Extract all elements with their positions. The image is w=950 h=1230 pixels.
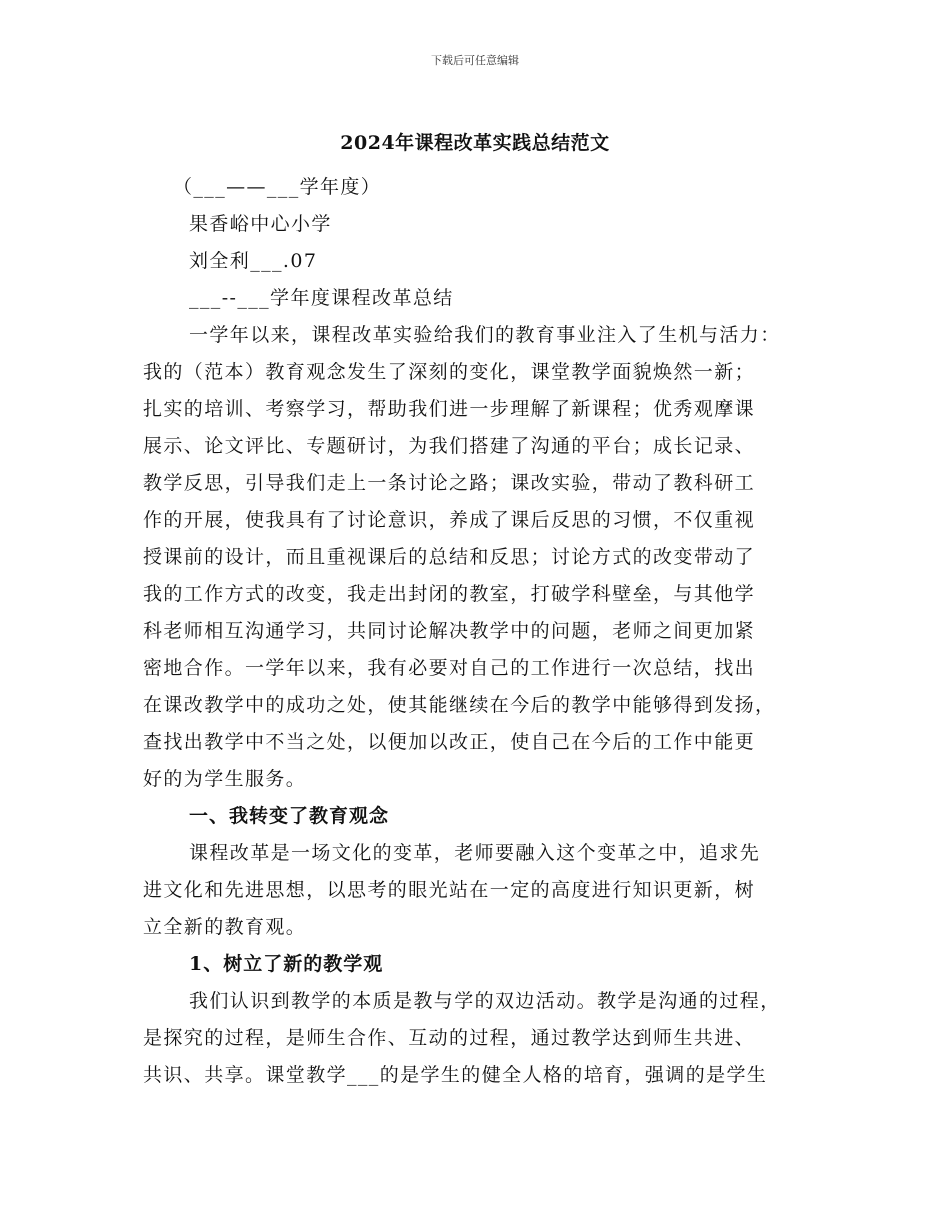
paragraph-line: 共识、共享。课堂教学___的是学生的健全人格的培育，强调的是学生 xyxy=(143,1064,768,1086)
intro-paragraph xyxy=(143,317,828,798)
document-body xyxy=(143,169,828,1094)
paragraph-line: 课程改革是一场文化的变革，老师要融入这个变革之中，追求先 xyxy=(189,842,761,864)
school-name: 果香峪中心小学 xyxy=(189,213,332,235)
paragraph-line: 我的（范本）教育观念发生了深刻的变化，课堂教学面貌焕然一新； xyxy=(143,361,756,383)
subsection-heading: 1、树立了新的教学观 xyxy=(189,953,384,975)
paragraph-line: 我们认识到教学的本质是教与学的双边活动。教学是沟通的过程， xyxy=(189,990,781,1012)
paragraph-line: 好的为学生服务。 xyxy=(143,768,307,790)
subsection1-paragraph xyxy=(143,983,828,1094)
paragraph-line: 是探究的过程，是师生合作、互动的过程，通过教学达到师生共进、 xyxy=(143,1027,756,1049)
paragraph-line: 作的开展，使我具有了讨论意识，养成了课后反思的习惯，不仅重视 xyxy=(143,509,756,531)
paragraph-line: 扎实的培训、考察学习，帮助我们进一步理解了新课程；优秀观摩课 xyxy=(143,398,756,420)
paragraph-line: 科老师相互沟通学习，共同讨论解决教学中的问题，老师之间更加紧 xyxy=(143,620,756,642)
paragraph-line: 我的工作方式的改变，我走出封闭的教室，打破学科壁垒，与其他学 xyxy=(143,583,756,605)
paragraph-line: 在课改教学中的成功之处，使其能继续在今后的教学中能够得到发扬， xyxy=(143,694,776,716)
paragraph-line: 进文化和先进思想，以思考的眼光站在一定的高度进行知识更新，树 xyxy=(143,879,756,901)
school-year-line: （___——___学年度） xyxy=(173,176,382,198)
paragraph-line: 查找出教学中不当之处，以便加以改正，使自己在今后的工作中能更 xyxy=(143,731,756,753)
paragraph-line: 展示、论文评比、专题研讨，为我们搭建了沟通的平台；成长记录、 xyxy=(143,435,756,457)
author-date: 刘全利___.07 xyxy=(189,250,318,272)
paragraph-line: 一学年以来，课程改革实验给我们的教育事业注入了生机与活力： xyxy=(189,324,781,346)
summary-subtitle: ___--___学年度课程改革总结 xyxy=(189,287,454,309)
section1-paragraph xyxy=(143,835,828,946)
paragraph-line: 立全新的教育观。 xyxy=(143,916,307,938)
document-title: 2024年课程改革实践总结范文 xyxy=(340,132,610,154)
section-heading: 一、我转变了教育观念 xyxy=(189,805,390,827)
paragraph-line: 授课前的设计，而且重视课后的总结和反思；讨论方式的改变带动了 xyxy=(143,546,756,568)
page-header: 下载后可任意编辑 xyxy=(431,54,519,67)
paragraph-line: 密地合作。一学年以来，我有必要对自己的工作进行一次总结，找出 xyxy=(143,657,756,679)
paragraph-line: 教学反思，引导我们走上一条讨论之路；课改实验，带动了教科研工 xyxy=(143,472,756,494)
